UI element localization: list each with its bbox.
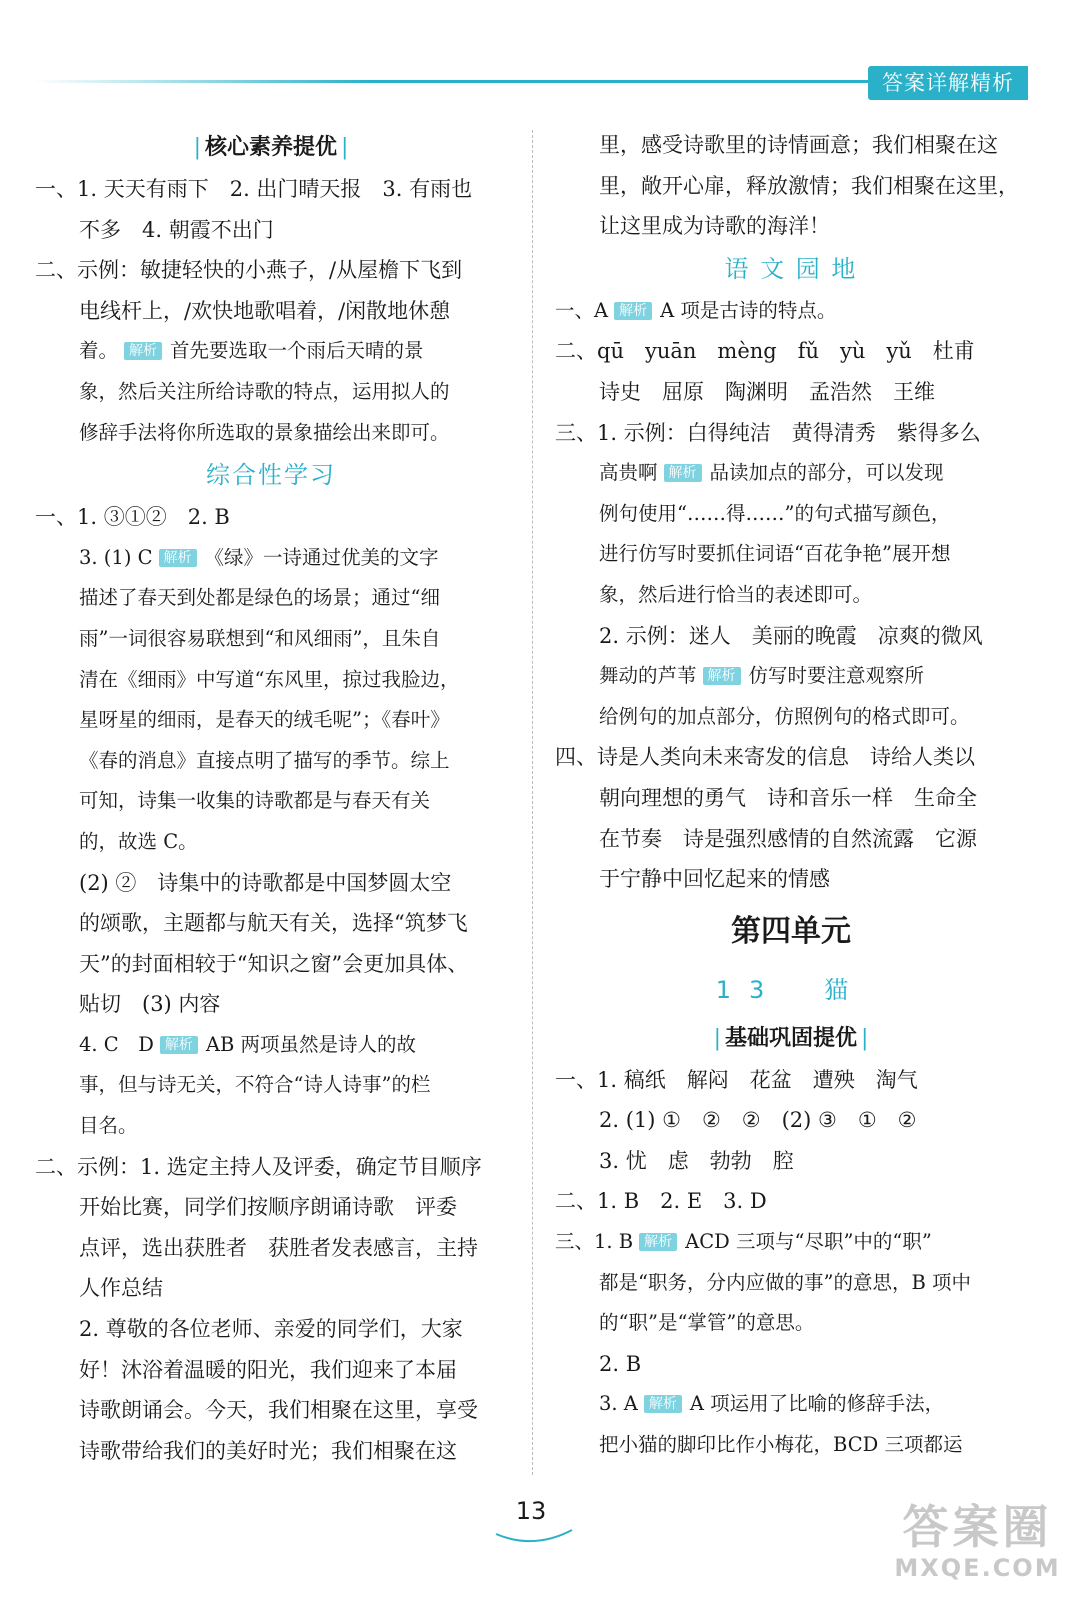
answer-line: 二、qū yuān mèng fǔ yù yǔ 杜甫 [555, 339, 975, 364]
answer-line: 3. A 解析 A 项运用了比喻的修辞手法， [599, 1392, 945, 1416]
answer-line: 舞动的芦苇 解析 仿写时要注意观察所 [599, 664, 925, 688]
answer-line: 里，感受诗歌里的诗情画意；我们相聚在这 [599, 133, 998, 157]
answer-line: 里，敞开心扉，释放激情；我们相聚在这里， [599, 173, 1019, 198]
answer-line: 的颂歌，主题都与航天有关，选择“筑梦飞 [79, 911, 468, 936]
analysis-badge: 解析 [703, 667, 741, 685]
analysis-badge: 解析 [664, 464, 702, 482]
answer-line: 贴切 (3) 内容 [79, 992, 221, 1017]
answer-line: 星呀星的细雨，是春天的绒毛呢”；《春叶》 [79, 708, 450, 732]
answer-line: 让这里成为诗歌的海洋！ [599, 214, 830, 239]
answer-line: 在节奏 诗是强烈感情的自然流露 它源 [599, 826, 977, 851]
answer-line: 人作总结 [79, 1276, 163, 1301]
answer-line: 描述了春天到处都是绿色的场景；通过“细 [79, 586, 440, 610]
answer-line: 给例句的加点部分，仿照例句的格式即可。 [599, 704, 970, 728]
analysis-badge: 解析 [160, 1036, 198, 1054]
page-number-swoosh [494, 1528, 574, 1546]
lesson-title: 13 猫 [715, 975, 867, 1004]
analysis-badge: 解析 [639, 1233, 677, 1251]
answer-line: 3. 忧 虑 勃勃 腔 [599, 1148, 794, 1173]
answer-line: 天”的封面相较于“知识之窗”会更加具体、 [79, 951, 469, 976]
unit-title: 第四单元 [731, 913, 851, 949]
answer-line: 二、1. B 2. E 3. D [555, 1189, 767, 1214]
answer-line: 电线杆上，/欢快地歌唱着，/闲散地休憩 [79, 298, 451, 323]
answer-line: 一、1. 天天有雨下 2. 出门晴天报 3. 有雨也 [35, 177, 473, 201]
answer-line: 于宁静中回忆起来的情感 [599, 867, 830, 892]
answer-line: 修辞手法将你所选取的景象描绘出来即可。 [79, 420, 450, 444]
answer-line: 事，但与诗无关，不符合“诗人诗事”的栏 [79, 1073, 431, 1097]
answer-line: 开始比赛，同学们按顺序朗诵诗歌 评委 [79, 1195, 457, 1220]
analysis-badge: 解析 [159, 549, 197, 567]
answer-line: 进行仿写时要抓住词语“百花争艳”展开想 [599, 542, 951, 566]
answer-line: 《春的消息》直接点明了描写的季节。综上 [79, 748, 450, 772]
answer-line: 四、诗是人类向未来寄发的信息 诗给人类以 [555, 745, 975, 770]
left-column [35, 125, 507, 1471]
answer-line: 2. 示例：迷人 美丽的晚霞 凉爽的微风 [599, 623, 983, 648]
answer-line: 一、A 解析 A 项是古诗的特点。 [555, 298, 837, 322]
answer-line: 都是“职务，分内应做的事”的意思，B 项中 [599, 1270, 971, 1294]
answer-line: 象，然后进行恰当的表述即可。 [599, 582, 873, 606]
right-column [555, 125, 1027, 1466]
watermark-logo: 答案圈 MXQE.COM [894, 1500, 1061, 1582]
analysis-badge: 解析 [124, 342, 162, 360]
answer-line: 朝向理想的勇气 诗和音乐一样 生命全 [599, 785, 977, 810]
answer-line: 一、1. 稿纸 解闷 花盆 遭殃 淘气 [555, 1067, 918, 1092]
answer-line: 一、1. ③①② 2. B [35, 505, 230, 530]
section-heading: | 核心素养提优 | [193, 134, 349, 160]
analysis-badge: 解析 [614, 302, 652, 320]
answer-line: 二、示例：敏捷轻快的小燕子，/从屋檐下飞到 [35, 258, 463, 283]
answer-line: (2) ② 诗集中的诗歌都是中国梦圆太空 [79, 870, 452, 895]
analysis-badge: 解析 [644, 1395, 682, 1413]
answer-line: 2. B [599, 1351, 642, 1376]
section-heading: | 基础巩固提优 | [713, 1024, 869, 1051]
answer-line: 目名。 [79, 1114, 138, 1138]
answer-line: 2. (1) ① ② ② (2) ③ ① ② [599, 1108, 917, 1133]
answer-line: 诗歌朗诵会。今天，我们相聚在这里，享受 [79, 1398, 478, 1423]
answer-line: 把小猫的脚印比作小梅花，BCD 三项都运 [599, 1433, 963, 1457]
answer-line: 诗史 屈原 陶渊明 孟浩然 王维 [599, 379, 935, 404]
answer-line: 好！沐浴着温暖的阳光，我们迎来了本届 [79, 1357, 457, 1382]
answer-line: 雨”一词很容易联想到“和风细雨”，且朱自 [79, 626, 441, 650]
answer-line: 例句使用“……得……”的句式描写颜色， [599, 501, 951, 525]
answer-line: 诗歌带给我们的美好时光；我们相聚在这 [79, 1438, 457, 1463]
section-heading: 综合性学习 [206, 461, 336, 490]
answer-line: 三、1. B 解析 ACD 三项与“尽职”中的“职” [555, 1230, 932, 1254]
answer-line: 高贵啊 解析 品读加点的部分，可以发现 [599, 461, 944, 485]
answer-line: 象，然后关注所给诗歌的特点，运用拟人的 [79, 379, 450, 403]
answer-line: 三、1. 示例：白得纯洁 黄得清秀 紫得多么 [555, 420, 981, 445]
answer-line: 点评，选出获胜者 获胜者发表感言，主持 [79, 1235, 478, 1260]
header-rule [34, 80, 874, 83]
answer-line: 3. (1) C 解析 《绿》一诗通过优美的文字 [79, 545, 439, 569]
header-tab: 答案详解精析 [868, 66, 1028, 100]
answer-line: 4. C D 解析 AB 两项虽然是诗人的故 [79, 1032, 416, 1056]
answer-line: 二、示例：1. 选定主持人及评委，确定节目顺序 [35, 1154, 482, 1179]
answer-line: 可知，诗集一收集的诗歌都是与春天有关 [79, 789, 431, 813]
answer-line: 不多 4. 朝霞不出门 [79, 217, 274, 242]
answer-line: 着。 解析 首先要选取一个雨后天晴的景 [79, 339, 424, 363]
answer-line: 2. 尊敬的各位老师、亲爱的同学们，大家 [79, 1317, 463, 1342]
column-divider [532, 130, 533, 1475]
answer-line: 的“职”是“掌管”的意思。 [599, 1311, 815, 1335]
answer-line: 的，故选 C。 [79, 829, 198, 853]
answer-line: 清在《细雨》中写道“东风里，掠过我脸边， [79, 667, 460, 691]
page-number: 13 [515, 1497, 547, 1525]
section-heading: 语 文 园 地 [724, 254, 858, 283]
